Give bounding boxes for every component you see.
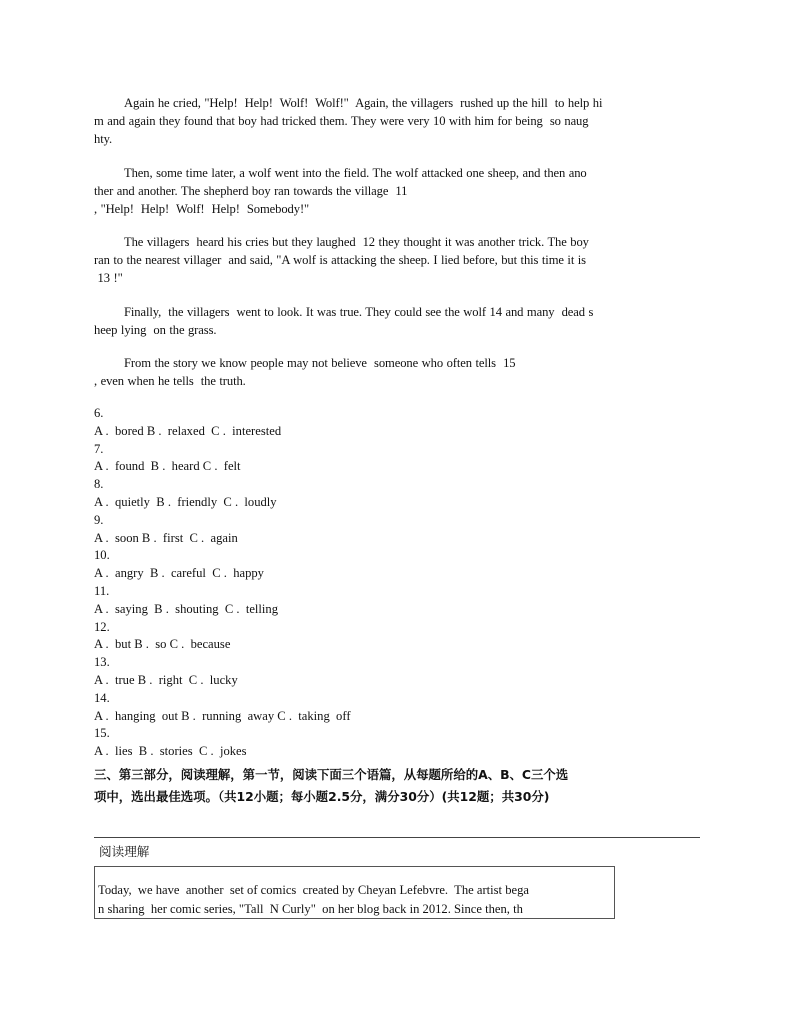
question-number: 8. (94, 477, 104, 492)
reading-label: 阅读理解 (99, 844, 150, 859)
reading-passage-box (94, 866, 615, 919)
story-line: , even when he tells the truth. (94, 374, 246, 388)
question-options: A . quietly B . friendly C . loudly (94, 494, 277, 509)
question-number: 15. (94, 726, 110, 741)
story-line: m and again they found that boy had tricked them. They were very 10 with him for being so naug (94, 114, 589, 128)
question-number: 14. (94, 690, 110, 705)
story-line: Finally, the villagers went to look. It was true. They could see the wolf 14 and many dead s (124, 305, 594, 319)
question-options: A . angry B . careful C . happy (94, 566, 264, 581)
section-heading-line-2: 项中，选出最佳选项。（共12小题；每小题2.5分，满分30分）(共12题；共30分) (94, 789, 550, 804)
question-number: 11. (94, 583, 110, 598)
story-paragraph-4 (94, 303, 700, 339)
reading-line: Today, we have another set of comics created by Cheyan Lefebvre. The artist bega (98, 883, 529, 897)
question-options: A . hanging out B . running away C . taking off (94, 708, 351, 723)
question-number: 10. (94, 548, 110, 563)
story-paragraph-3 (94, 233, 700, 287)
story-line: The villagers heard his cries but they laughed 12 they thought it was another trick. The boy (124, 235, 589, 249)
story-line: From the story we know people may not believe someone who often tells 15 (124, 356, 516, 370)
section-heading (94, 764, 704, 808)
question-number: 9. (94, 512, 104, 527)
question-options: A . but B . so C . because (94, 637, 231, 652)
question-options: A . bored B . relaxed C . interested (94, 423, 282, 438)
reading-line: n sharing her comic series, "Tall N Curly" on her blog back in 2012. Since then, th (98, 902, 523, 916)
story-line: Again he cried, "Help! Help! Wolf! Wolf!" Again, the villagers rushed up the hill to help hi (124, 96, 603, 110)
question-list (94, 405, 494, 761)
question-number: 7. (94, 441, 104, 456)
story-paragraph-5 (94, 354, 700, 390)
question-options: A . lies B . stories C . jokes (94, 744, 247, 759)
question-options: A . soon B . first C . again (94, 530, 238, 545)
story-line: Then, some time later, a wolf went into the field. The wolf attacked one sheep, and then ano (124, 166, 587, 180)
question-options: A . saying B . shouting C . telling (94, 601, 279, 616)
story-line: hty. (94, 132, 113, 146)
section-divider (94, 837, 700, 838)
section-heading-line-1: 三、第三部分，阅读理解，第一节，阅读下面三个语篇，从每题所给的A、B、C三个选 (94, 767, 569, 782)
story-line: 13 !" (94, 271, 123, 285)
story-line: , "Help! Help! Wolf! Help! Somebody!" (94, 202, 310, 216)
story-line: ther and another. The shepherd boy ran towards the village 11 (94, 184, 408, 198)
story-line: heep lying on the grass. (94, 323, 217, 337)
reading-passage-text (98, 881, 612, 919)
question-options: A . found B . heard C . felt (94, 459, 241, 474)
question-number: 12. (94, 619, 110, 634)
story-paragraph-2 (94, 164, 700, 218)
story-paragraph-1 (94, 94, 700, 148)
question-number: 13. (94, 655, 110, 670)
story-line: ran to the nearest villager and said, "A wolf is attacking the sheep. I lied before, but this time it is (94, 253, 586, 267)
question-options: A . true B . right C . lucky (94, 672, 238, 687)
question-number: 6. (94, 406, 104, 420)
